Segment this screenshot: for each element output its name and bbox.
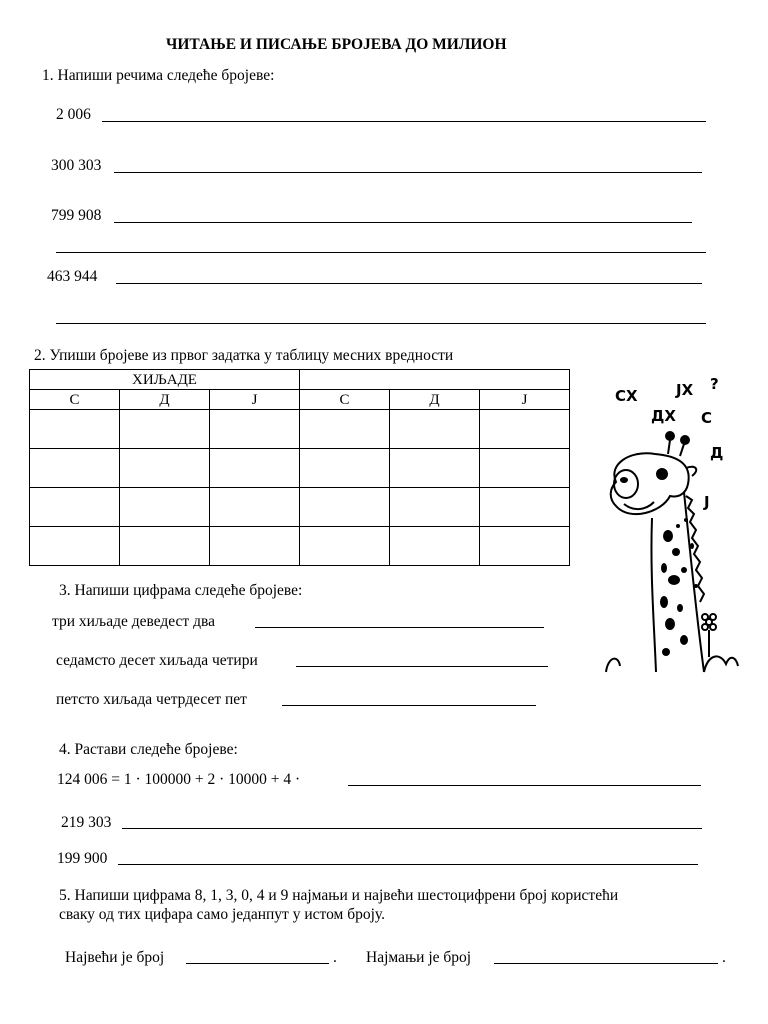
task1-answer-line-4[interactable] [116, 283, 702, 284]
task5-period: . [722, 949, 726, 966]
task4-number-1: 219 303 [61, 814, 112, 831]
table-cell[interactable] [390, 410, 480, 449]
task4-answer-line-example[interactable] [348, 785, 701, 786]
table-cell[interactable] [30, 488, 120, 527]
table-cell[interactable] [300, 488, 390, 527]
page-title: ЧИТАЊЕ И ПИСАЊЕ БРОЈЕВА ДО МИЛИОН [166, 36, 507, 53]
table-cell[interactable] [120, 449, 210, 488]
table-cell[interactable] [120, 527, 210, 566]
table-cell[interactable] [390, 488, 480, 527]
table-row [30, 449, 570, 488]
task1-answer-line-3b[interactable] [56, 252, 706, 253]
task1-prompt: 1. Напиши речима следеће бројеве: [42, 67, 275, 84]
table-cell[interactable] [30, 449, 120, 488]
task5-smallest-answer-line[interactable] [494, 963, 718, 964]
task5-smallest-label: Најмањи је број [366, 949, 472, 966]
table-cell[interactable] [30, 527, 120, 566]
table-cell[interactable] [30, 410, 120, 449]
task3-item-3: петсто хиљада четрдесет пет [56, 691, 247, 708]
table-cell[interactable] [480, 488, 570, 527]
task5-largest-label: Највећи је број [65, 949, 165, 966]
giraffe-letter: Д [710, 444, 724, 462]
table-row [30, 410, 570, 449]
task4-answer-line-1[interactable] [122, 828, 702, 829]
task3-answer-line-2[interactable] [296, 666, 548, 667]
table-cell[interactable] [210, 449, 300, 488]
task4-prompt: 4. Растави следеће бројеве: [59, 741, 238, 758]
table-group-header-units [300, 370, 570, 390]
task3-prompt: 3. Напиши цифрама следеће бројеве: [59, 582, 303, 599]
table-cell[interactable] [300, 449, 390, 488]
table-cell[interactable] [210, 410, 300, 449]
task4-answer-line-2[interactable] [118, 864, 698, 865]
table-cell[interactable] [390, 449, 480, 488]
giraffe-letter: С [701, 409, 713, 427]
giraffe-letter: Ј [704, 493, 710, 511]
task1-answer-line-1[interactable] [102, 121, 706, 122]
table-cell[interactable] [480, 410, 570, 449]
table-cell[interactable] [300, 410, 390, 449]
table-cell[interactable] [390, 527, 480, 566]
giraffe-letter: ДХ [651, 407, 676, 425]
table-column-header: Д [120, 390, 210, 410]
task3-answer-line-1[interactable] [255, 627, 544, 628]
task3-answer-line-3[interactable] [282, 705, 536, 706]
table-row [30, 488, 570, 527]
task5-prompt-line2: сваку од тих цифара само једанпут у истом броју. [59, 906, 385, 923]
task1-answer-line-4b[interactable] [56, 323, 706, 324]
giraffe-letter: ЈХ [676, 381, 694, 399]
table-row [30, 527, 570, 566]
task2-prompt: 2. Упиши бројеве из првог задатка у таблицу месних вредности [34, 347, 454, 364]
task5-prompt-line1: 5. Напиши цифрама 8, 1, 3, 0, 4 и 9 најмањи и највећи шестоцифрени број користећи [59, 887, 619, 904]
giraffe-illustration [600, 372, 740, 677]
table-cell[interactable] [120, 410, 210, 449]
task4-example: 124 006 = 1 · 100000 + 2 · 10000 + 4 · [57, 771, 301, 788]
task1-number-1: 2 006 [56, 106, 91, 123]
table-cell[interactable] [120, 488, 210, 527]
task5-period: . [333, 949, 337, 966]
task1-answer-line-2[interactable] [114, 172, 702, 173]
table-cell[interactable] [300, 527, 390, 566]
giraffe-letter: СХ [615, 387, 638, 405]
task1-number-2: 300 303 [51, 157, 102, 174]
table-column-header: С [30, 390, 120, 410]
task3-item-1: три хиљаде деведест два [52, 613, 215, 630]
table-column-header: Ј [210, 390, 300, 410]
task5-largest-answer-line[interactable] [186, 963, 329, 964]
task4-number-2: 199 900 [57, 850, 108, 867]
table-cell[interactable] [210, 488, 300, 527]
giraffe-letter: ? [710, 375, 719, 393]
table-cell[interactable] [480, 527, 570, 566]
task1-number-4: 463 944 [47, 268, 98, 285]
task3-item-2: седамсто десет хиљада четири [56, 652, 258, 669]
table-column-header: Ј [480, 390, 570, 410]
table-group-header-thousands: ХИЉАДЕ [30, 370, 300, 390]
task1-number-3: 799 908 [51, 207, 102, 224]
table-column-header: С [300, 390, 390, 410]
table-cell[interactable] [480, 449, 570, 488]
table-column-header: Д [390, 390, 480, 410]
task1-answer-line-3[interactable] [114, 222, 692, 223]
place-value-table [29, 369, 570, 566]
table-cell[interactable] [210, 527, 300, 566]
